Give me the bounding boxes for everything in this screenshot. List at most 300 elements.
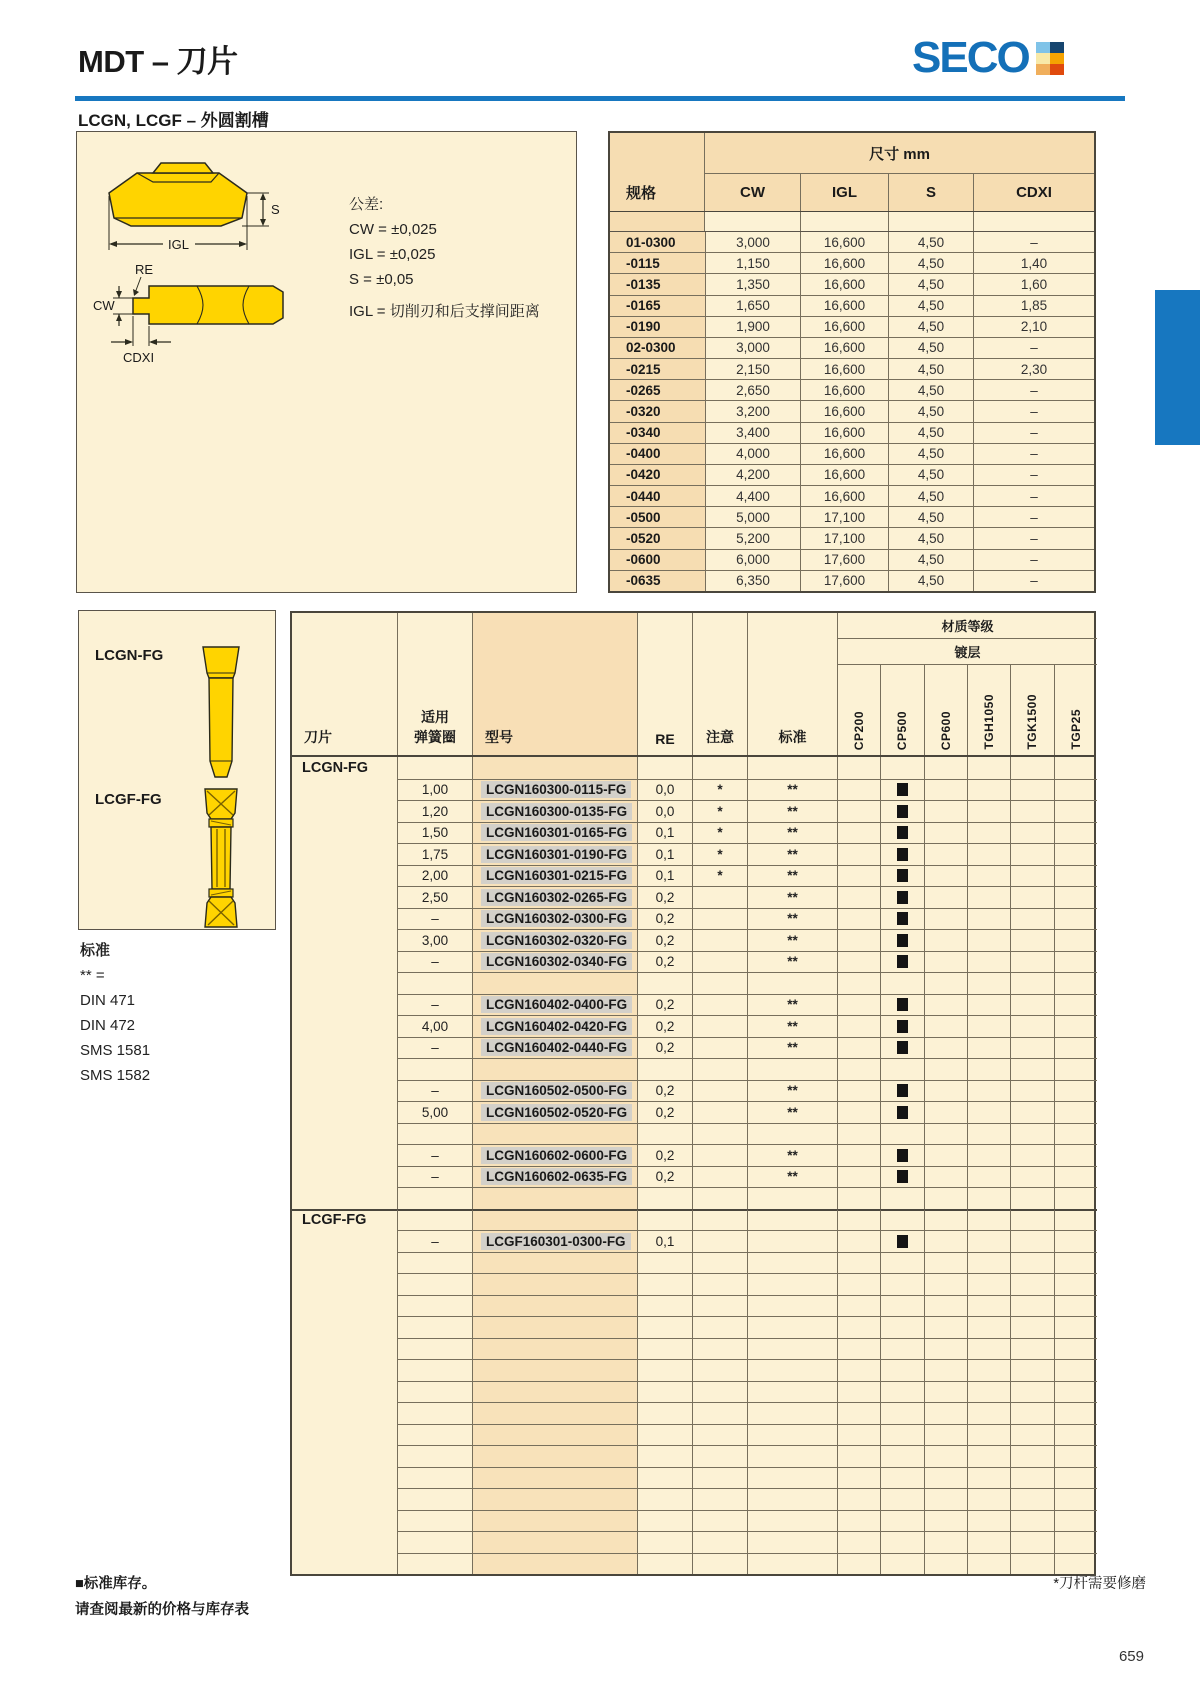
grade-stock-cell [1054,929,1097,951]
cdxi-cell: – [973,338,1094,358]
note-cell [692,1295,747,1317]
spec-cell: -0440 [610,486,705,506]
dimension-column-headers [705,174,1094,211]
s-cell: 4,50 [888,486,973,506]
product-row [292,1295,1094,1317]
col-header-cdxi: CDXI [973,174,1094,211]
re-cell: 0,0 [637,800,692,822]
grade-stock-cell [967,1123,1010,1145]
grade-stock-cell [880,886,923,908]
grade-stock-cell [1054,1015,1097,1037]
note-cell [692,1445,747,1467]
cdxi-cell: 2,30 [973,359,1094,379]
insert-family-cell [292,1123,397,1145]
note-cell: * [692,865,747,887]
grade-stock-cell [924,1187,967,1209]
note-cell [692,1488,747,1510]
standard-cell: ** [747,951,837,973]
product-table-header [292,613,1094,757]
grade-stock-cell [967,800,1010,822]
spring-cell: – [397,1080,472,1102]
grade-stock-cell [880,1015,923,1037]
grade-stock-cell [837,1424,880,1446]
product-row [292,886,1094,908]
dim-label-s: S [271,202,280,217]
dim-label-cw: CW [93,298,115,313]
grade-stock-cell [1054,1037,1097,1059]
lcgf-fg-insert-image [199,787,243,929]
product-row [292,1467,1094,1489]
grade-stock-cell [880,1037,923,1059]
grade-stock-cell [837,929,880,951]
cdxi-cell: – [973,486,1094,506]
designation-cell [472,1467,637,1489]
product-row [292,1080,1094,1102]
grade-stock-cell [880,1338,923,1360]
product-row [292,1488,1094,1510]
grade-stock-cell [837,972,880,994]
standard-cell: ** [747,822,837,844]
grade-stock-cell [1010,779,1053,801]
insert-family-cell [292,1510,397,1532]
grade-stock-cell [880,1531,923,1553]
grade-stock-cell [924,1273,967,1295]
re-cell: 0,2 [637,1144,692,1166]
designation-cell [472,1381,637,1403]
grade-stock-cell [1010,843,1053,865]
grade-column-header [967,665,1010,755]
igl-cell: 16,600 [800,423,888,443]
grade-stock-cell [1010,1359,1053,1381]
note-cell [692,929,747,951]
spring-cell: – [397,1037,472,1059]
insert-family-cell: LCGF-FG [292,1209,397,1231]
grade-stock-cell [924,1295,967,1317]
insert-family-cell [292,1338,397,1360]
grade-stock-cell [1010,1338,1053,1360]
standard-cell: ** [747,929,837,951]
standard-cell: ** [747,779,837,801]
re-cell [637,1123,692,1145]
standards-block [80,938,150,1088]
re-cell [637,972,692,994]
grade-stock-cell [837,1316,880,1338]
cdxi-cell: – [973,465,1094,485]
grade-stock-cell [837,908,880,930]
grade-stock-cell [1054,972,1097,994]
designation-code: LCGN160302-0300-FG [481,910,632,927]
insert-family-cell [292,1230,397,1252]
grade-stock-cell [924,865,967,887]
size-header-block [705,133,1094,211]
spring-cell [397,972,472,994]
cdxi-cell: – [973,423,1094,443]
cdxi-cell: 2,10 [973,317,1094,337]
spring-cell: 2,00 [397,865,472,887]
product-row [292,779,1094,801]
s-cell: 4,50 [888,444,973,464]
spring-cell [397,1553,472,1575]
product-row [292,1338,1094,1360]
spring-cell [397,1445,472,1467]
note-cell: * [692,843,747,865]
spec-cell: -0320 [610,401,705,421]
grade-stock-cell [1054,908,1097,930]
grade-stock-cell [967,1424,1010,1446]
grade-stock-cell [1054,1080,1097,1102]
insert-family-cell [292,1273,397,1295]
re-cell [637,1381,692,1403]
grade-stock-cell [1054,1295,1097,1317]
note-cell: * [692,800,747,822]
stock-square-icon [897,912,908,925]
lcgn-fg-label: LCGN-FG [95,647,164,664]
designation-cell [472,757,637,779]
grade-stock-cell [967,1080,1010,1102]
note-cell [692,1209,747,1231]
logo-square [1036,64,1050,75]
grade-stock-cell [1054,1531,1097,1553]
grade-stock-cell [837,886,880,908]
footer-regrind-note: *刀杆需要修磨 [1053,1576,1146,1592]
standard-item: SMS 1582 [80,1067,151,1084]
re-cell [637,1316,692,1338]
re-cell: 0,2 [637,1166,692,1188]
grade-stock-cell [1010,1510,1053,1532]
designation-cell [472,1445,637,1467]
product-row [292,800,1094,822]
grade-stock-cell [1010,1467,1053,1489]
product-row [292,929,1094,951]
grade-stock-cell [1010,1209,1053,1231]
product-row [292,1144,1094,1166]
re-cell [637,757,692,779]
designation-code: LCGF160301-0300-FG [481,1233,631,1250]
designation-code: LCGN160602-0635-FG [481,1168,632,1185]
spring-cell [397,1295,472,1317]
cw-cell: 1,900 [705,317,800,337]
s-cell: 4,50 [888,296,973,316]
grade-stock-cell [880,929,923,951]
grade-stock-cell [924,908,967,930]
grade-stock-cell [1010,1101,1053,1123]
dims-row [610,422,1094,443]
header-re: RE [637,613,692,755]
dims-row [610,527,1094,548]
designation-cell [472,1209,637,1231]
dims-row [610,549,1094,570]
tolerance-igl: IGL = ±0,025 [349,246,436,263]
grade-stock-cell [967,1531,1010,1553]
grade-stock-cell [1010,929,1053,951]
cw-cell: 2,150 [705,359,800,379]
re-cell: 0,1 [637,865,692,887]
note-cell [692,1424,747,1446]
grade-stock-cell [967,908,1010,930]
insert-family-cell [292,822,397,844]
section-title: LCGN, LCGF – 外圆割槽 [78,111,269,130]
cdxi-cell: – [973,232,1094,252]
standard-cell [747,1359,837,1381]
spring-cell: – [397,1166,472,1188]
product-row [292,1531,1094,1553]
cw-cell: 6,000 [705,550,800,570]
grade-stock-cell [880,1402,923,1424]
spring-cell [397,1510,472,1532]
insert-family-cell [292,843,397,865]
cw-cell: 4,000 [705,444,800,464]
spec-cell: -0600 [610,550,705,570]
note-cell [692,1101,747,1123]
spring-cell [397,1402,472,1424]
grade-stock-cell [880,843,923,865]
s-cell: 4,50 [888,465,973,485]
cw-cell: 5,200 [705,528,800,548]
grade-stock-cell [924,886,967,908]
igl-cell: 16,600 [800,296,888,316]
grade-stock-cell [1010,1252,1053,1274]
grade-stock-cell [1010,1531,1053,1553]
grade-stock-cell [837,1402,880,1424]
note-cell [692,757,747,779]
product-row [292,757,1094,779]
igl-definition-note: IGL = 切削刃和后支撑间距离 [349,303,540,320]
grade-stock-cell [924,1209,967,1231]
designation-code: LCGN160402-0440-FG [481,1039,632,1056]
designation-cell [472,1187,637,1209]
logo-square [1050,53,1064,64]
grade-stock-cell [924,1381,967,1403]
dims-spacer-row [610,212,1094,232]
standard-cell [747,757,837,779]
grade-stock-cell [880,1424,923,1446]
spring-cell: – [397,1230,472,1252]
insert-family-cell [292,1187,397,1209]
standards-eq: ** = [80,967,105,984]
igl-cell: 17,600 [800,571,888,591]
grade-stock-cell [1054,800,1097,822]
grade-stock-cell [924,994,967,1016]
standard-cell [747,1510,837,1532]
grade-stock-cell [1054,1209,1097,1231]
designation-cell [472,1166,637,1188]
spring-cell: – [397,908,472,930]
spec-cell: -0340 [610,423,705,443]
grade-stock-cell [880,1445,923,1467]
standard-cell [747,1553,837,1575]
grade-stock-cell [967,1166,1010,1188]
grade-label: CP600 [938,710,953,750]
product-row [292,865,1094,887]
standard-cell [747,1402,837,1424]
re-cell: 0,2 [637,1015,692,1037]
lcgn-fg-insert-image [199,645,243,785]
note-cell [692,1058,747,1080]
insert-family-cell [292,951,397,973]
standard-cell [747,1209,837,1231]
grade-stock-cell [1054,1381,1097,1403]
designation-cell [472,1230,637,1252]
igl-cell: 16,600 [800,317,888,337]
grade-stock-cell [967,1445,1010,1467]
grade-stock-cell [1010,800,1053,822]
note-cell [692,1080,747,1102]
standard-cell: ** [747,1080,837,1102]
grade-stock-cell [1054,865,1097,887]
note-cell [692,1316,747,1338]
spring-cell: – [397,994,472,1016]
insert-family-cell [292,1252,397,1274]
insert-family-cell [292,1402,397,1424]
grade-stock-cell [924,1166,967,1188]
product-row [292,1166,1094,1188]
designation-cell [472,1510,637,1532]
grade-stock-cell [967,886,1010,908]
cw-cell: 5,000 [705,507,800,527]
stock-square-icon [897,848,908,861]
grade-group-header: 材质等级 [838,613,1097,639]
grade-stock-cell [924,1037,967,1059]
grade-stock-cell [924,843,967,865]
s-cell: 4,50 [888,380,973,400]
designation-cell [472,886,637,908]
grade-stock-cell [837,1187,880,1209]
dim-label-re: RE [135,262,154,277]
spring-cell: 1,00 [397,779,472,801]
col-header-cw: CW [740,184,765,201]
seco-logo [912,33,1064,82]
grade-stock-cell [1054,1252,1097,1274]
standards-list [80,988,150,1088]
insert-family-cell [292,800,397,822]
product-row [292,1381,1094,1403]
grade-stock-cell [967,1187,1010,1209]
grade-stock-cell [880,1467,923,1489]
grade-stock-cell [924,1101,967,1123]
standard-cell [747,1445,837,1467]
grade-stock-cell [837,951,880,973]
designation-code: LCGN160502-0520-FG [481,1104,632,1121]
note-cell [692,1015,747,1037]
spec-cell: -0635 [610,571,705,591]
igl-cell: 17,100 [800,528,888,548]
grade-stock-cell [1054,757,1097,779]
grade-stock-cell [837,1123,880,1145]
igl-cell: 16,600 [800,444,888,464]
note-cell [692,1273,747,1295]
spring-cell [397,1123,472,1145]
tolerance-diagram-box [76,131,577,593]
insert-family-cell [292,972,397,994]
grade-column-header [1054,665,1097,755]
s-cell: 4,50 [888,317,973,337]
re-cell: 0,2 [637,908,692,930]
grade-stock-cell [967,1316,1010,1338]
note-cell: * [692,822,747,844]
re-cell [637,1531,692,1553]
grade-stock-cell [1010,1402,1053,1424]
grade-label: CP500 [895,710,910,750]
size-mm-header: 尺寸 mm [705,133,1094,174]
dims-row [610,232,1094,252]
cw-cell: 2,650 [705,380,800,400]
grade-stock-cell [837,1144,880,1166]
standard-cell: ** [747,843,837,865]
igl-cell: 17,600 [800,550,888,570]
grade-stock-cell [924,1531,967,1553]
grade-stock-cell [1010,1123,1053,1145]
product-row [292,1359,1094,1381]
grade-stock-cell [1010,1381,1053,1403]
insert-family-cell [292,1359,397,1381]
designation-cell [472,951,637,973]
grade-stock-cell [837,800,880,822]
grade-label: TGH1050 [982,694,997,750]
grade-stock-cell [924,1316,967,1338]
page-title: MDT – 刀片 [78,44,238,79]
re-cell [637,1510,692,1532]
grade-stock-cell [924,1080,967,1102]
tolerance-text [349,192,437,292]
designation-cell [472,972,637,994]
grade-stock-cell [1010,908,1053,930]
re-cell: 0,2 [637,1101,692,1123]
grade-stock-cell [1054,1144,1097,1166]
grade-stock-cell [967,1209,1010,1231]
tolerance-cw: CW = ±0,025 [349,221,437,238]
seco-logo-text: SECO [912,33,1029,82]
spring-cell [397,1058,472,1080]
igl-cell: 16,600 [800,274,888,294]
igl-cell: 16,600 [800,465,888,485]
product-row [292,1553,1094,1575]
designation-cell [472,779,637,801]
grade-stock-cell [1054,1467,1097,1489]
grade-column-header [924,665,967,755]
grade-stock-cell [924,1488,967,1510]
standard-cell [747,1295,837,1317]
note-cell: * [692,779,747,801]
product-row [292,822,1094,844]
main-table-rows [292,757,1094,1574]
product-row [292,1123,1094,1145]
grade-stock-cell [967,972,1010,994]
stock-square-icon [897,891,908,904]
grade-stock-cell [924,1359,967,1381]
grade-stock-cell [837,1273,880,1295]
cdxi-cell: – [973,528,1094,548]
grade-stock-cell [967,1144,1010,1166]
standard-item: DIN 472 [80,1017,136,1034]
product-row [292,1037,1094,1059]
insert-family-cell [292,1295,397,1317]
grade-stock-cell [837,822,880,844]
dims-row [610,464,1094,485]
grade-stock-cell [837,1510,880,1532]
cw-cell: 3,400 [705,423,800,443]
product-row [292,1187,1094,1209]
product-row [292,1252,1094,1274]
spec-cell: -0265 [610,380,705,400]
grade-stock-cell [967,1015,1010,1037]
designation-code: LCGN160301-0190-FG [481,846,632,863]
spring-cell [397,1338,472,1360]
stock-square-icon [897,826,908,839]
grade-stock-cell [1054,951,1097,973]
grade-stock-cell [880,908,923,930]
stock-square-icon [897,1235,908,1248]
standard-cell: ** [747,865,837,887]
